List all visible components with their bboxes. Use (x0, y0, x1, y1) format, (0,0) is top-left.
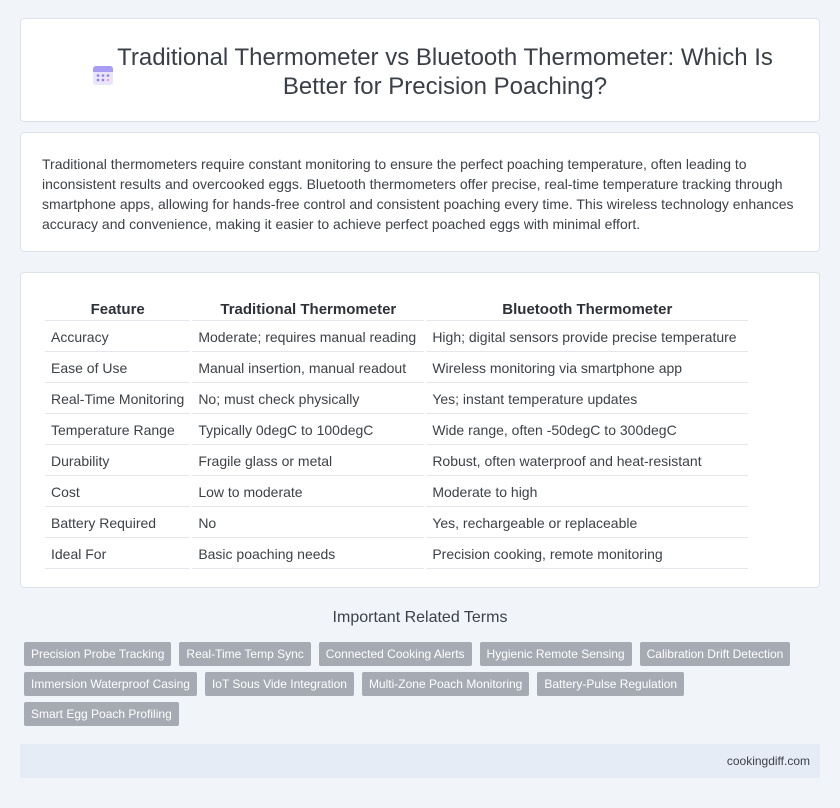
table-cell: Moderate; requires manual reading (192, 323, 424, 352)
table-row (45, 447, 748, 476)
table-cell: Typically 0degC to 100degC (192, 416, 424, 445)
header-feature: Feature (45, 299, 190, 321)
table-cell: Ideal For (45, 540, 190, 569)
related-term-tag[interactable]: Battery-Pulse Regulation (537, 672, 684, 696)
page-title: Traditional Thermometer vs Bluetooth Thermometer: Which Is Better for Precision Poaching? (117, 44, 773, 100)
related-term-tag[interactable]: Smart Egg Poach Profiling (24, 702, 179, 726)
table-row (45, 354, 748, 383)
table-cell: Yes; instant temperature updates (426, 385, 748, 414)
related-term-tag[interactable]: IoT Sous Vide Integration (205, 672, 354, 696)
intro-card (20, 132, 820, 252)
intro-paragraph: Traditional thermometers require constant monitoring to ensure the perfect poaching temperature, often leading to inconsistent results and overcooked eggs. Bluetooth thermometers offer precise, real-time temperature tracking through smartphone apps, allowing for hands-free control and consistent poaching every time. This wireless technology enhances accuracy and convenience, making it easier to achieve perfect poached eggs with minimal effort. (42, 156, 794, 232)
related-term-tag[interactable]: Hygienic Remote Sensing (480, 642, 632, 666)
header-bluetooth: Bluetooth Thermometer (426, 299, 748, 321)
related-terms-tags (24, 642, 804, 726)
table-cell: Precision cooking, remote monitoring (426, 540, 748, 569)
footer-site-link[interactable]: cookingdiff.com (726, 754, 810, 768)
table-cell: Basic poaching needs (192, 540, 424, 569)
table-header-row (45, 299, 748, 321)
table-cell: Moderate to high (426, 478, 748, 507)
table-cell: Durability (45, 447, 190, 476)
table-cell: Low to moderate (192, 478, 424, 507)
related-terms-title: Important Related Terms (332, 609, 508, 626)
table-cell: Battery Required (45, 509, 190, 538)
table-cell: Accuracy (45, 323, 190, 352)
table-cell: Yes, rechargeable or replaceable (426, 509, 748, 538)
table-cell: No; must check physically (192, 385, 424, 414)
table-cell: No (192, 509, 424, 538)
table-cell: Wide range, often -50degC to 300degC (426, 416, 748, 445)
table-row (45, 323, 748, 352)
table-cell: Temperature Range (45, 416, 190, 445)
table-row (45, 478, 748, 507)
table-cell: Manual insertion, manual readout (192, 354, 424, 383)
table-cell: High; digital sensors provide precise temperature (426, 323, 748, 352)
table-row (45, 416, 748, 445)
title-card (20, 18, 820, 122)
header-traditional: Traditional Thermometer (192, 299, 424, 321)
comparison-table (43, 297, 750, 571)
table-cell: Fragile glass or metal (192, 447, 424, 476)
table-cell: Real-Time Monitoring (45, 385, 190, 414)
table-row (45, 385, 748, 414)
table-cell: Robust, often waterproof and heat-resistant (426, 447, 748, 476)
table-row (45, 509, 748, 538)
footer (20, 744, 820, 778)
table-cell: Wireless monitoring via smartphone app (426, 354, 748, 383)
related-term-tag[interactable]: Multi-Zone Poach Monitoring (362, 672, 529, 696)
comparison-card (20, 272, 820, 588)
table-cell: Ease of Use (45, 354, 190, 383)
related-term-tag[interactable]: Precision Probe Tracking (24, 642, 171, 666)
related-term-tag[interactable]: Immersion Waterproof Casing (24, 672, 197, 696)
related-term-tag[interactable]: Calibration Drift Detection (640, 642, 791, 666)
related-term-tag[interactable]: Real-Time Temp Sync (179, 642, 310, 666)
table-cell: Cost (45, 478, 190, 507)
table-row (45, 540, 748, 569)
related-term-tag[interactable]: Connected Cooking Alerts (319, 642, 472, 666)
